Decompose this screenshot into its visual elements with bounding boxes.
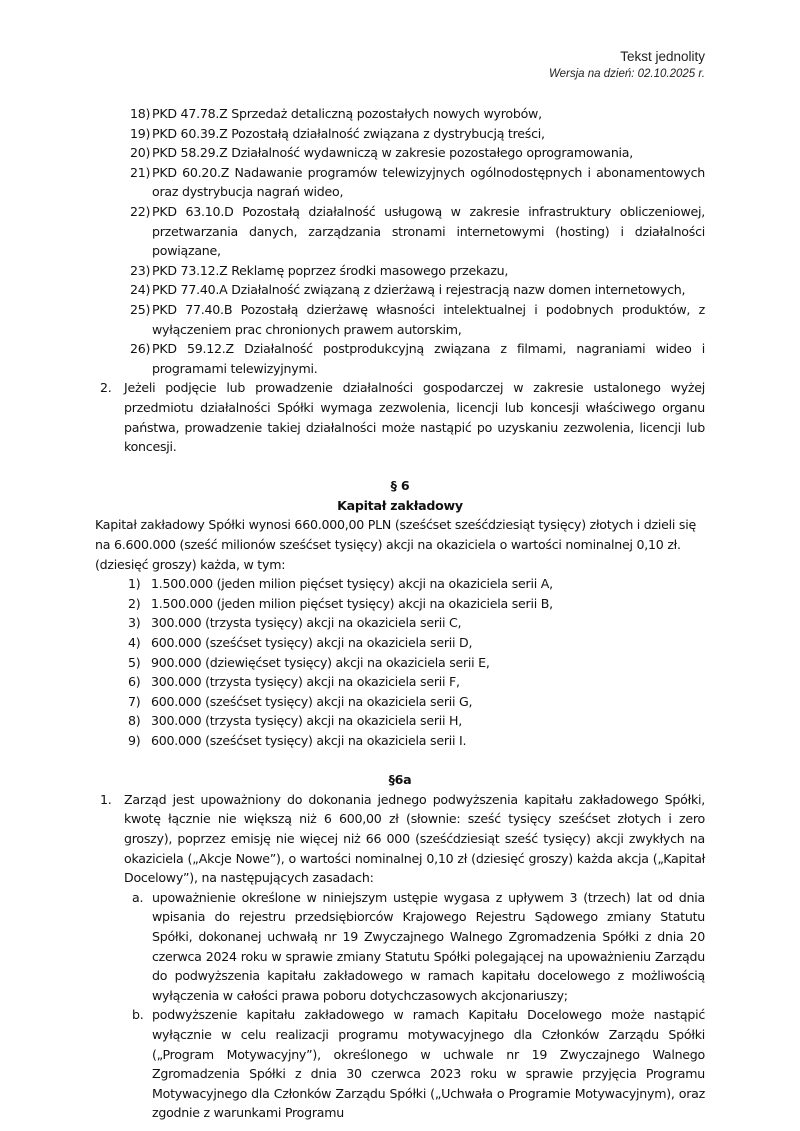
item-number: 9) [128,733,141,748]
intro-line: na 6.600.000 (sześć milionów sześćset tysięcy) akcji na okaziciela o wartości nominalnej 0,10 zł. [95,537,681,553]
subpoints-list [95,888,705,1123]
paragraph-point-1 [95,790,705,888]
item-text: PKD 77.40.B Pozostałą dzierżawę własności intelektualnej i podobnych produktów, z wyłączeniem prac chronionych prawem autorskim, [152,301,705,337]
item-number: 3) [128,615,141,631]
document-body [95,104,705,1123]
item-text: PKD 77.40.A Działalność związaną z dzierżawą i rejestracją nazw domen internetowych, [152,282,686,298]
list-item [95,672,705,692]
item-text: PKD 60.39.Z Pozostałą działalność związana z dystrybucją treści, [152,125,545,141]
page-header [549,48,705,82]
intro-line: (dziesięć groszy) każda, w tym: [95,556,286,572]
list-item [95,633,705,653]
item-number: 20) [130,145,151,161]
item-number: 24) [130,282,151,298]
item-text: upoważnienie określone w niniejszym ustępie wygasa z upływem 3 (trzech) lat od dnia wpisania do rejestru przedsiębiorców Krajowego Rejestru Sądowego zmiany Statutu Spółki, dokonanej uchwałą nr 19 Zwyczajnego Walnego Zgromadzenia Spółki z dnia 20 czerwca 2024 roku w sprawie zmiany Statutu Spółki polegającej na upoważnieniu Zarządu do podwyższenia kapitału zakładowego w ramach kapitału docelowego z możliwością wyłączenia w całości prawa poboru dotychczasowych akcjonariuszy; [152,889,705,1003]
item-text: 300.000 (trzysta tysięcy) akcji na okaziciela serii C, [151,615,462,631]
point-number: 1. [100,791,112,807]
item-text: podwyższenie kapitału zakładowego w ramach Kapitału Docelowego może nastąpić wyłącznie w celu realizacji programu motywacyjnego dla Członków Zarządu Spółki („Program Motywacyjny”), określonego w uchwale nr 19 Zwyczajnego Walnego Zgromadzenia Spółki z dnia 30 czerwca 2023 roku w sprawie przyjęcia Programu Motywacyjnego dla Członków Zarządu Spółki („Uchwała o Programie Motywacyjnym), oraz zgodnie z warunkami Programu [152,1007,705,1121]
list-item [95,280,705,300]
list-item [95,731,705,751]
list-item [95,574,705,594]
item-text: 1.500.000 (jeden milion pięćset tysięcy) akcji na okaziciela serii A, [151,576,553,592]
list-item [95,202,705,261]
list-item [95,300,705,339]
list-item [95,104,705,124]
item-number: 1) [128,576,141,592]
item-text: 600.000 (sześćset tysięcy) akcji na okaziciela serii G, [151,693,473,709]
list-item [95,653,705,673]
list-item [95,613,705,633]
list-item [95,888,705,1006]
list-item [95,143,705,163]
item-text: PKD 58.29.Z Działalność wydawniczą w zakresie pozostałego oprogramowania, [152,145,634,161]
pkd-list [95,104,705,378]
item-number: 8) [128,713,141,729]
item-text: PKD 47.78.Z Sprzedaż detaliczną pozostałych nowych wyrobów, [152,106,542,121]
list-item [95,692,705,712]
item-number: 26) [130,341,151,357]
list-item [95,594,705,614]
item-number: 2) [128,595,141,611]
item-number: 19) [130,125,151,141]
paragraph-point-2 [95,378,705,456]
version-date: Wersja na dzień: 02.10.2025 r. [549,68,705,80]
list-item [95,261,705,281]
item-text: PKD 60.20.Z Nadawanie programów telewizyjnych ogólnodostępnych i abonamentowych oraz dystrybucja nagrań wideo, [152,164,705,200]
list-item [95,163,705,202]
list-item [95,339,705,378]
section-number: §6a [388,772,412,788]
item-letter: b. [132,1007,144,1023]
item-number: 23) [130,262,151,278]
item-text: 900.000 (dziewięćset tysięcy) akcji na okaziciela serii E, [151,654,490,670]
list-item [95,711,705,731]
list-item [95,1005,705,1123]
item-text: 600.000 (sześćset tysięcy) akcji na okaziciela serii D, [151,635,473,651]
document-status: Tekst jednolity [620,49,705,64]
item-text: PKD 59.12.Z Działalność postprodukcyjną związana z filmami, nagraniami wideo i programami telewizyjnymi. [152,341,705,376]
item-letter: a. [132,889,144,905]
item-text: PKD 63.10.D Pozostałą działalność usługową w zakresie infrastruktury obliczeniowej, przetwarzania danych, zarządzania stronami internetowymi (hosting) i działalności powiązane, [152,203,705,259]
item-number: 22) [130,203,151,219]
list-item [95,124,705,144]
point-text: Zarząd jest upoważniony do dokonania jednego podwyższenia kapitału zakładowego Spółki, kwotę łącznie nie większą niż 6 600,00 zł (słownie: sześć tysięcy sześćset złotych i zero groszy), poprzez emisję nie więcej niż 66 000 (sześćdziesiąt sześć tysięcy) akcji zwykłych na okaziciela („Akcje Nowe”), o wartości nominalnej 0,10 zł (dziesięć groszy) każda akcja („Kapitał Docelowy”), na następujących zasadach: [124,791,705,886]
item-number: 18) [130,106,151,121]
item-text: PKD 73.12.Z Reklamę poprzez środki masowego przekazu, [152,262,509,278]
item-number: 25) [130,301,151,317]
item-text: 1.500.000 (jeden milion pięćset tysięcy) akcji na okaziciela serii B, [151,595,553,611]
section-number: § 6 [390,478,410,494]
section-title: Kapitał zakładowy [337,497,463,513]
item-number: 21) [130,164,151,180]
item-text: 300.000 (trzysta tysięcy) akcji na okaziciela serii F, [151,674,460,690]
item-number: 7) [128,693,141,709]
point-number: 2. [100,380,112,396]
item-number: 4) [128,635,141,651]
item-text: 600.000 (sześćset tysięcy) akcji na okaziciela serii I. [151,733,467,748]
item-number: 6) [128,674,141,690]
intro-line: Kapitał zakładowy Spółki wynosi 660.000,00 PLN (sześćset sześćdziesiąt tysięcy) złotych i dzieli się [95,517,696,533]
section-intro [95,515,705,574]
point-text: Jeżeli podjęcie lub prowadzenie działalności gospodarczej w zakresie ustalonego wyżej przedmiotu działalności Spółki wymaga zezwolenia, licencji lub koncesji właściwego organu państwa, prowadzenie takiej działalności może nastąpić po uzyskaniu zezwolenia, licencji lub koncesji. [124,380,705,455]
item-number: 5) [128,654,141,670]
item-text: 300.000 (trzysta tysięcy) akcji na okaziciela serii H, [151,713,462,729]
shares-list [95,574,705,750]
